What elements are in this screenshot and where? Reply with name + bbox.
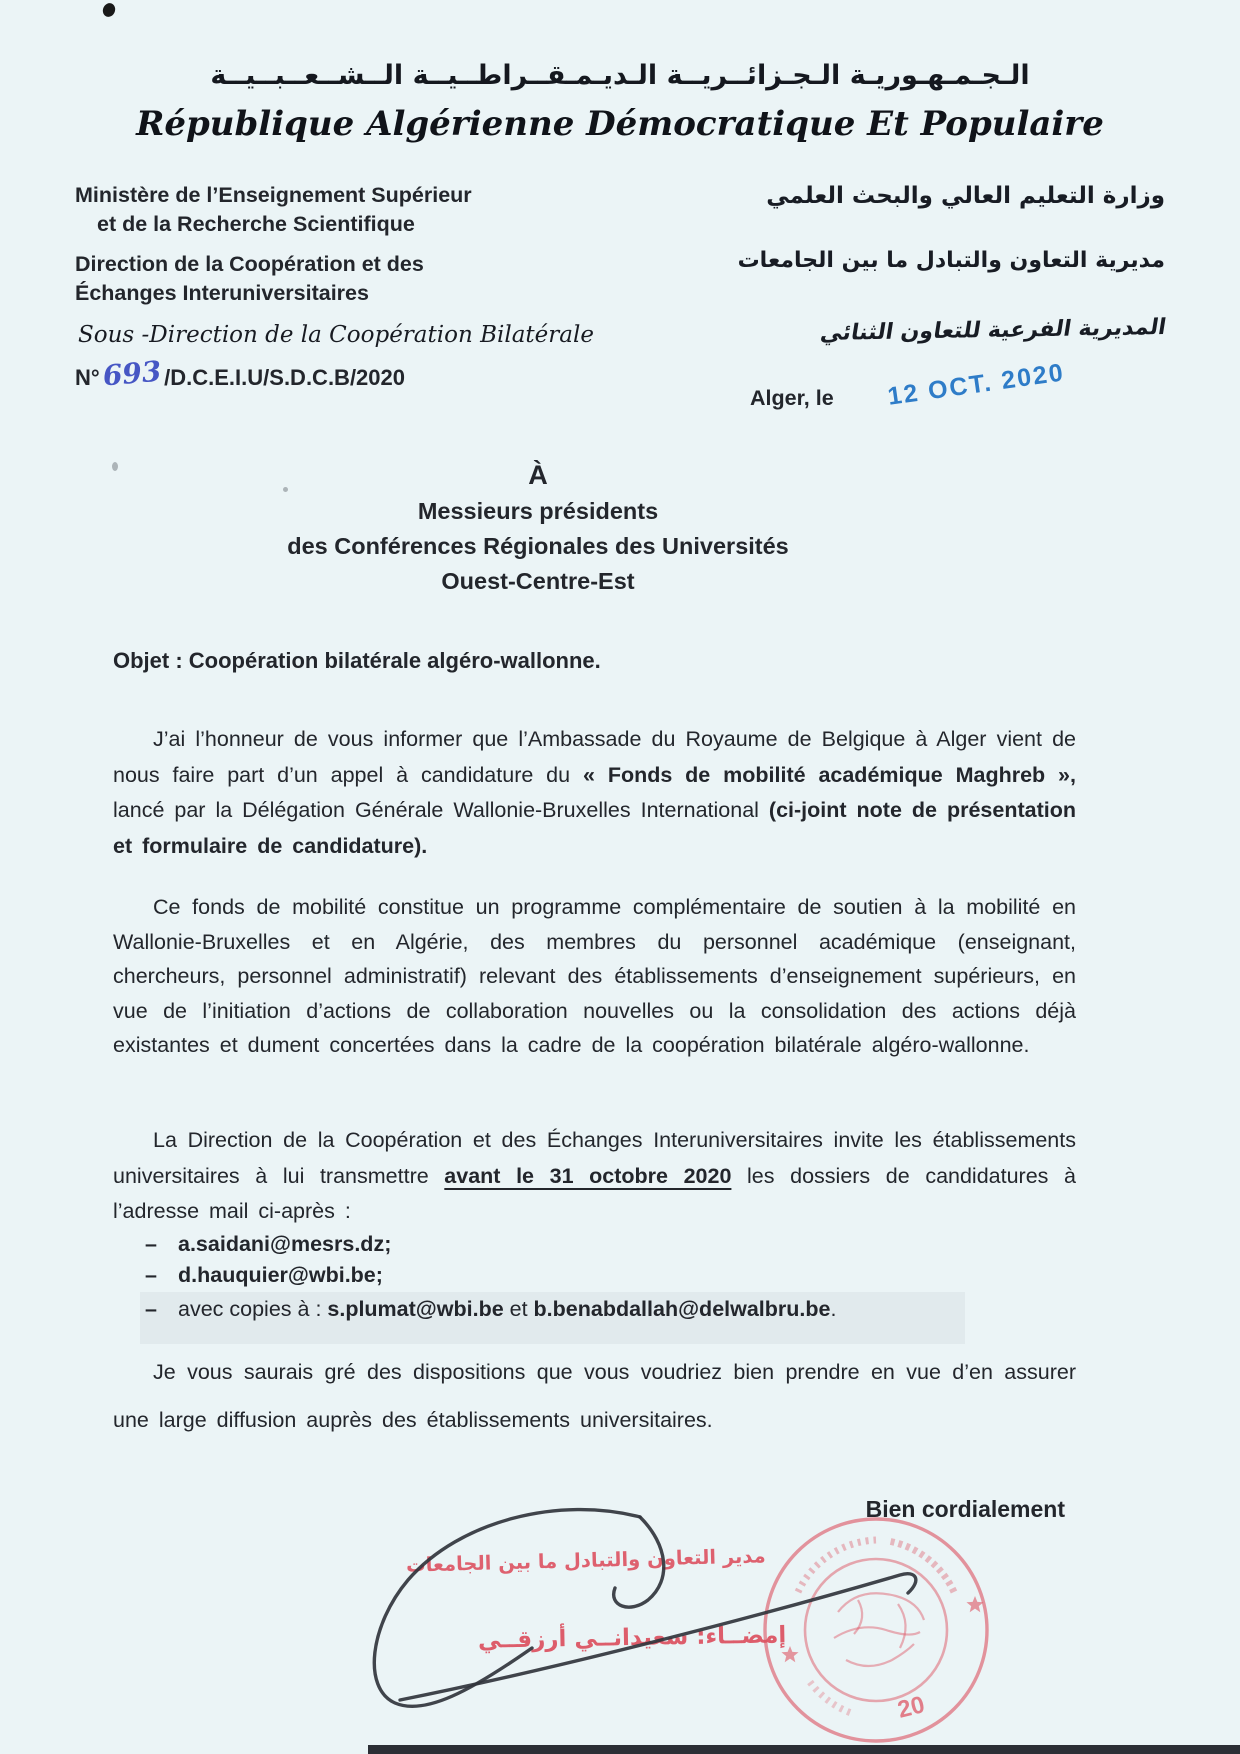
email-address: a.saidani@mesrs.dz;: [178, 1232, 392, 1256]
republic-title-french: République Algérienne Démocratique Et Populaire: [136, 104, 1104, 144]
signature-stamp-text: إمضــاء: سعيدانــي أرزقــي: [477, 1622, 787, 1654]
paragraph-2: Ce fonds de mobilité constitue un programme complémentaire de soutien à la mobilité en Wallonie-Bruxelles et en Algérie, des membres du personnel académique (enseignant, chercheurs, personnel administratif) relevant des établissements d’enseignement supérieurs, en vue de l’initiation d’actions de collaboration nouvelles ou la consolidation des actions déjà existantes et dument concertées dans la cadre de la coopération bilatérale algéro-wallonne.: [113, 895, 1076, 1058]
sub-direction-name-arabic: المديرية الفرعية للتعاون الثنائي: [818, 314, 1168, 347]
paragraph-4: Je vous saurais gré des dispositions que vous voudriez bien prendre en vue d’en assurer une large diffusion auprès des établissements universitaires.: [113, 1360, 1076, 1432]
ministry-name-line2: et de la Recherche Scientifique: [97, 212, 415, 236]
email-list-item: [145, 1297, 836, 1322]
subject-label: Objet :: [113, 648, 183, 673]
email-address: avec copies à : s.plumat@wbi.be et b.benabdallah@delwalbru.be.: [178, 1297, 837, 1321]
list-dash-marker: –: [145, 1297, 157, 1321]
place-label: Alger, le: [750, 386, 834, 410]
email-address: d.hauquier@wbi.be;: [178, 1263, 383, 1287]
scan-ink-blot: [101, 1, 117, 18]
direction-name-line2: Échanges Interuniversitaires: [75, 281, 369, 305]
paragraph-3: La Direction de la Coopération et des Échanges Interuniversitaires invite les établissements universitaires à lui transmettre avant le 31 octobre 2020 les dossiers de candidatures à l’adresse mail ci-après :: [113, 1128, 1076, 1223]
email-list-item: [145, 1232, 391, 1257]
list-dash-marker: –: [145, 1232, 157, 1256]
reference-prefix: N°: [75, 365, 100, 390]
list-dash-marker: –: [145, 1263, 157, 1287]
subject-text: Coopération bilatérale algéro-wallonne.: [188, 648, 601, 673]
email-list-item: [145, 1263, 383, 1288]
recipient-line-1: À: [528, 460, 548, 490]
recipient-line-2: Messieurs présidents: [417, 498, 659, 524]
sender-arabic-block: [695, 183, 1168, 383]
closing-salutation: Bien cordialement: [865, 1496, 1065, 1522]
ministry-name-arabic: وزارة التعليم العالي والبحث العلمي: [766, 183, 1165, 209]
sub-direction-name: Sous -Direction de la Coopération Bilatérale: [78, 322, 594, 348]
recipient-line-4: Ouest-Centre-Est: [441, 568, 635, 594]
recipient-line-3: des Conférences Régionales des Universités: [287, 533, 789, 559]
handwritten-reference-number: 693: [101, 354, 163, 393]
recipient-block: [113, 460, 963, 603]
director-stamp-text: مدير التعاون والتبادل ما بين الجامعات: [405, 1544, 766, 1577]
ministry-name-line1: Ministère de l’Enseignement Supérieur: [75, 183, 472, 207]
reference-suffix: /D.C.E.I.U/S.D.C.B/2020: [164, 365, 405, 390]
direction-name-line1: Direction de la Coopération et des: [75, 252, 424, 276]
direction-name-arabic: مديرية التعاون والتبادل ما بين الجامعات: [737, 248, 1165, 273]
subject-line: [113, 648, 601, 674]
stamp-number: 20: [894, 1691, 928, 1724]
paragraph-1: J’ai l’honneur de vous informer que l’Ambassade du Royaume de Belgique à Alger vient de nous faire part d’un appel à candidature du « Fonds de mobilité académique Maghreb », lancé par la Délégation Générale Wallonie-Bruxelles International (ci-joint note de présentation et formulaire de candidature).: [113, 727, 1076, 858]
handwritten-signature: [350, 1490, 950, 1730]
reference-number-line: [75, 354, 405, 393]
republic-title-arabic: الـجـمـهـوريـة الـجـزائــريــة الـديـمـقــراطــيــة الــشــعــبــيــة: [210, 60, 1030, 91]
date-stamp: 12 OCT. 2020: [885, 358, 1067, 411]
